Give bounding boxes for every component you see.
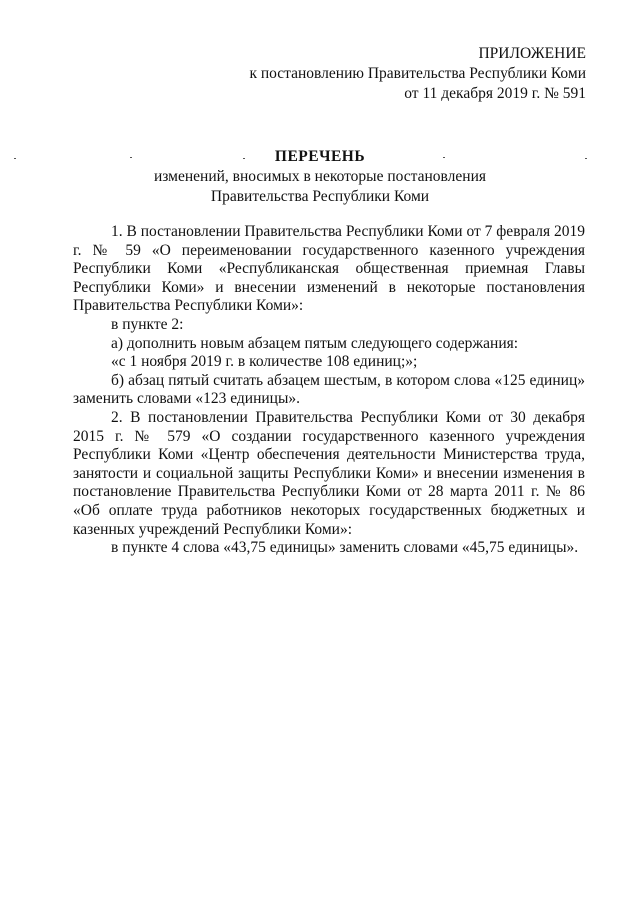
- document-body: [73, 223, 585, 558]
- annex-block: [249, 44, 586, 104]
- paragraph-1: 1. В постановлении Правительства Республики Коми от 7 февраля 2019 г. № 59 «О переименовании государственного казенного учреждения Республики Коми «Республиканская общественная приемная Главы Республики Коми» и внесении изменений в некоторые постановления Правительства Республики Коми»:: [73, 223, 586, 315]
- paragraph-2: 2. В постановлении Правительства Республики Коми от 30 декабря 2015 г. № 579 «О создании государственного казенного учреждения Республики Коми «Центр обеспечения деятельности Министерства труда, занятости и социальной защиты Республики Коми» и внесении изменения в постановление Правительства Республики Коми от 28 марта 2011 г. № 86 «Об оплате труда работников некоторых государственных бюджетных и казенных учреждений Республики Коми»:: [73, 408, 585, 538]
- document-title: [0, 147, 640, 207]
- paragraph-1-point: в пункте 2:: [111, 315, 184, 333]
- title-subtitle-line1: изменений, вносимых в некоторые постановления: [153, 168, 486, 185]
- annex-label: ПРИЛОЖЕНИЕ: [478, 45, 586, 62]
- paragraph-2-point: в пункте 4 слова «43,75 единицы» заменить словами «45,75 единицы».: [111, 539, 579, 557]
- annex-date-number: от 11 декабря 2019 г. № 591: [404, 85, 586, 102]
- title-subtitle-line2: Правительства Республики Коми: [210, 188, 430, 205]
- paragraph-1-quote: «с 1 ноября 2019 г. в количестве 108 единиц;»;: [111, 353, 418, 371]
- annex-resolution-reference: к постановлению Правительства Республики Коми: [249, 65, 586, 82]
- title-heading: ПЕРЕЧЕНЬ: [274, 148, 366, 165]
- paragraph-1-item-b: б) абзац пятый считать абзацем шестым, в котором слова «125 единиц» заменить словами «123 единицы».: [73, 371, 585, 408]
- paragraph-1-item-a: а) дополнить новым абзацем пятым следующего содержания:: [111, 334, 519, 352]
